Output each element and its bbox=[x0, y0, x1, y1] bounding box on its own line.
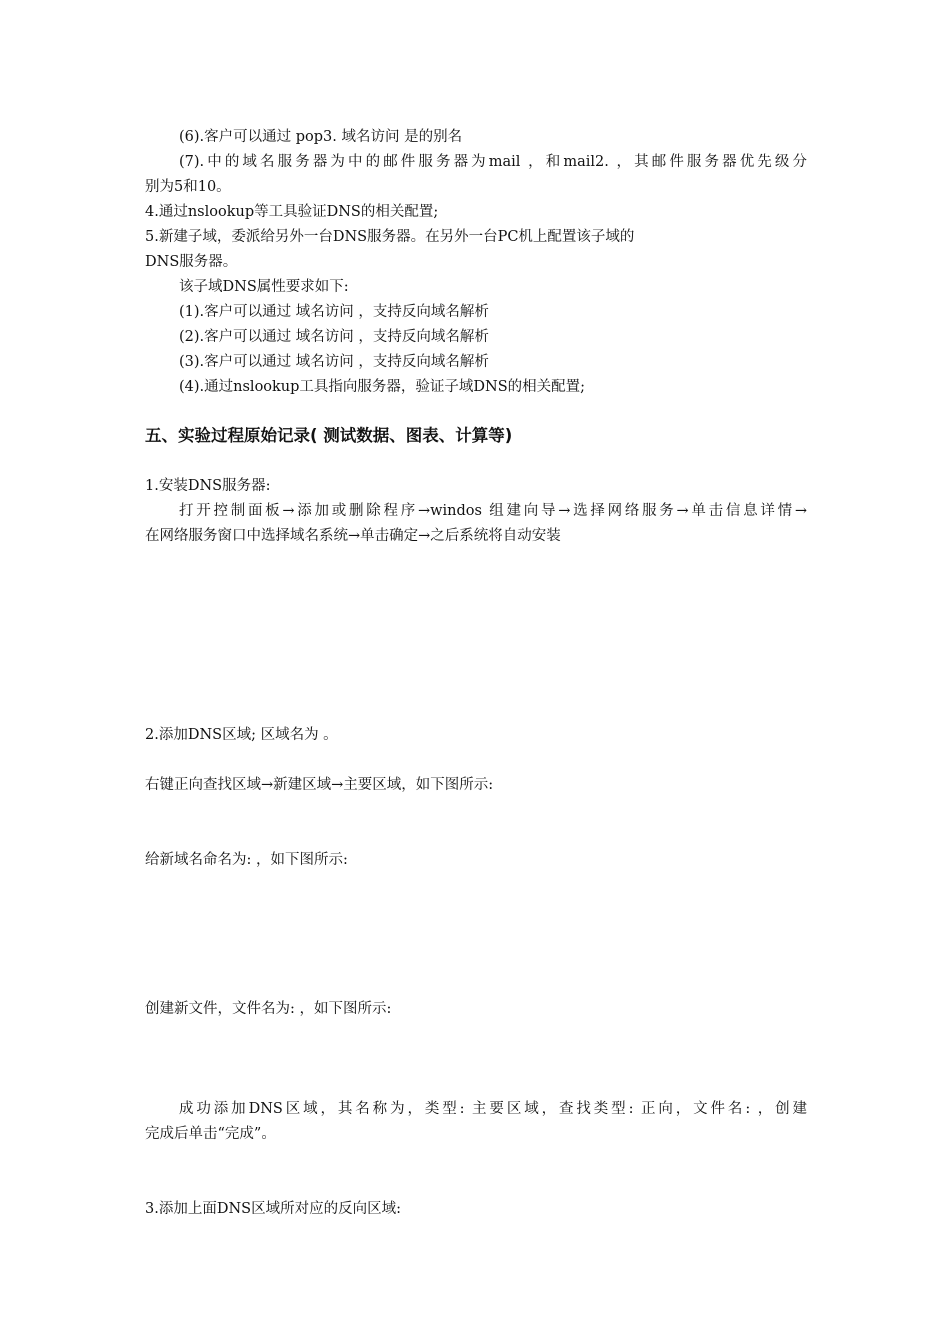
step-3-title: 3.添加上面DNS区域所对应的反向区域: bbox=[145, 1201, 401, 1217]
subdomain-item-1: (1).客户可以通过 域名访问 ，支持反向域名解析 bbox=[179, 304, 489, 320]
step-2-title: 2.添加DNS区域; 区域名为 。 bbox=[145, 727, 338, 743]
step-5: 5.新建子域，委派给另外一台DNS服务器。在另外一台PC机上配置该子域的 bbox=[145, 229, 635, 245]
step-2-instruction: 右键正向查找区域→新建区域→主要区域，如下图所示: bbox=[145, 777, 494, 793]
step-1-body: 打开控制面板→添加或删除程序→windos 组建向导→选择网络服务→单击信息详情→ bbox=[179, 503, 807, 519]
step-2-success: 成功添加DNS区域，其名称为，类型: 主要区域，查找类型: 正向，文件名: ，创建 bbox=[179, 1101, 807, 1117]
subdomain-item-4: (4).通过nslookup工具指向服务器，验证子域DNS的相关配置; bbox=[179, 379, 586, 395]
subdomain-intro: 该子域DNS属性要求如下: bbox=[179, 279, 349, 295]
subdomain-item-3: (3).客户可以通过 域名访问 ，支持反向域名解析 bbox=[179, 354, 489, 370]
step-4: 4.通过nslookup等工具验证DNS的相关配置; bbox=[145, 204, 439, 220]
subdomain-item-2: (2).客户可以通过 域名访问 ，支持反向域名解析 bbox=[179, 329, 489, 345]
requirement-item-7: (7).中的域名服务器为中的邮件服务器为mail ，和mail2. ，其邮件服务器优先级分 bbox=[179, 154, 807, 170]
step-5-cont: DNS服务器。 bbox=[145, 254, 238, 270]
step-2-naming: 给新域名命名为: ，如下图所示: bbox=[145, 852, 348, 868]
requirement-item-7-cont: 别为5和10。 bbox=[145, 179, 231, 195]
requirement-item-6: (6).客户可以通过 pop3. 域名访问 是的别名 bbox=[179, 129, 463, 145]
section-heading: 五、实验过程原始记录( 测试数据、图表、计算等) bbox=[145, 426, 513, 445]
step-1-body-cont: 在网络服务窗口中选择域名系统→单击确定→之后系统将自动安装 bbox=[145, 528, 561, 544]
step-2-file: 创建新文件，文件名为: ，如下图所示: bbox=[145, 1001, 392, 1017]
step-1-title: 1.安装DNS服务器: bbox=[145, 478, 271, 494]
step-2-success-cont: 完成后单击“完成”。 bbox=[145, 1126, 276, 1142]
